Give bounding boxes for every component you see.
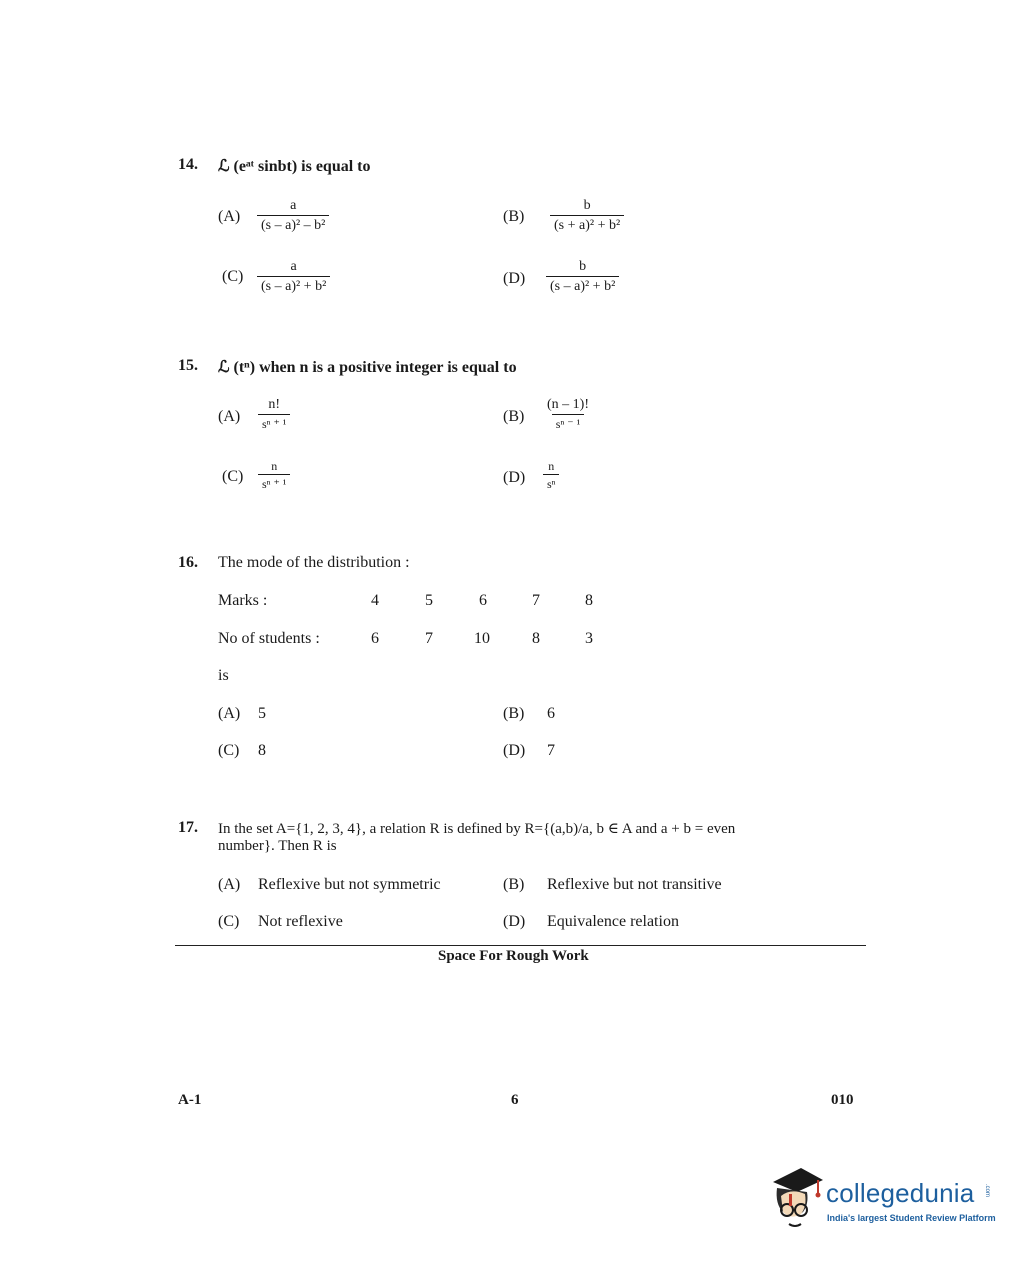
q15-option-a-num: n! [268,397,281,412]
q17-option-d-text: Equivalence relation [547,913,679,930]
q16-student-count: 3 [585,630,593,647]
q17-option-a-label: (A) [218,876,241,893]
q15-option-b-num: (n – 1)! [547,397,589,412]
q14-option-a-num: a [290,198,297,213]
footer-page-number: 6 [511,1092,519,1108]
q16-student-count: 7 [425,630,433,647]
q14-number: 14. [178,156,198,173]
q14-option-a-label: (A) [218,208,241,225]
q16-option-d-label: (D) [503,742,526,759]
q17-option-c-label: (C) [218,913,240,930]
q16-option-b-label: (B) [503,705,525,722]
q15-option-d-den: sⁿ [543,474,559,490]
graduate-mascot-icon [767,1166,825,1232]
q14-stem: ℒ (eᵃᵗ sinbt) is equal to [218,158,371,175]
q15-stem: ℒ (tⁿ) when n is a positive integer is equal to [218,359,517,376]
q15-option-d-num: n [548,459,555,473]
q14-option-b-den: (s + a)² + b² [550,215,624,233]
q15-option-c-den: sⁿ ⁺ ¹ [258,474,290,490]
q15-number: 15. [178,357,198,374]
q17-stem-line1: In the set A={1, 2, 3, 4}, a relation R is defined by R={(a,b)/a, b ∈ A and a + b = even [218,821,736,837]
q16-student-count: 8 [532,630,540,647]
q14-option-b-label: (B) [503,208,525,225]
q17-option-b-text: Reflexive but not transitive [547,876,722,893]
q14-option-a-fraction [257,199,329,233]
q14-option-c-den: (s – a)² + b² [257,276,330,294]
q14-option-d-den: (s – a)² + b² [546,276,619,294]
q16-mark-value: 5 [425,592,433,609]
q17-option-d-label: (D) [503,913,526,930]
q15-option-d-fraction [543,460,559,490]
rough-work-divider [175,945,866,946]
q14-option-a-den: (s – a)² – b² [257,215,329,233]
logo-com: .com [984,1184,990,1198]
footer-booklet-code: A-1 [178,1092,202,1108]
q15-option-a-fraction [258,398,290,430]
q15-option-d-label: (D) [503,469,526,486]
q15-option-a-label: (A) [218,408,241,425]
q17-number: 17. [178,819,198,836]
q15-option-a-den: sⁿ ⁺ ¹ [258,414,290,430]
q16-option-a-text: 5 [258,705,266,722]
q14-option-b-fraction [550,199,624,233]
footer-paper-code: 010 [831,1092,854,1108]
q14-option-d-fraction [546,260,619,294]
q14-option-c-label: (C) [222,268,244,285]
q14-option-c-num: a [290,259,297,274]
q14-option-d-label: (D) [503,270,526,287]
q17-option-c-text: Not reflexive [258,913,343,930]
q16-option-c-label: (C) [218,742,240,759]
q15-option-b-label: (B) [503,408,525,425]
q16-mark-value: 8 [585,592,593,609]
q14-option-c-fraction [257,260,330,294]
q16-marks-label: Marks : [218,592,268,609]
q16-student-count: 6 [371,630,379,647]
q16-option-c-text: 8 [258,742,266,759]
q15-option-b-fraction [543,398,593,430]
q16-option-a-label: (A) [218,705,241,722]
q16-students-label: No of students : [218,630,320,647]
logo-wordmark: collegedunia [826,1178,975,1208]
q15-option-c-label: (C) [222,468,244,485]
q17-option-b-label: (B) [503,876,525,893]
q16-option-d-text: 7 [547,742,555,759]
q14-option-b-num: b [583,198,591,213]
q15-option-c-fraction [258,460,290,490]
q16-mark-value: 7 [532,592,540,609]
q16-student-count: 10 [474,630,490,647]
q17-stem-line2: number}. Then R is [218,838,337,854]
q14-option-d-num: b [579,259,587,274]
q16-mark-value: 6 [479,592,487,609]
q17-option-a-text: Reflexive but not symmetric [258,876,441,893]
q16-number: 16. [178,554,198,571]
q15-option-c-num: n [271,459,278,473]
collegedunia-logo [767,1166,997,1236]
q16-option-b-text: 6 [547,705,555,722]
logo-tagline: India's largest Student Review Platform [827,1213,996,1223]
q16-stem: The mode of the distribution : [218,554,410,571]
rough-work-heading: Space For Rough Work [438,948,589,964]
q15-option-b-den: sⁿ ⁻ ¹ [552,414,584,430]
q16-tail: is [218,667,229,684]
q16-mark-value: 4 [371,592,379,609]
